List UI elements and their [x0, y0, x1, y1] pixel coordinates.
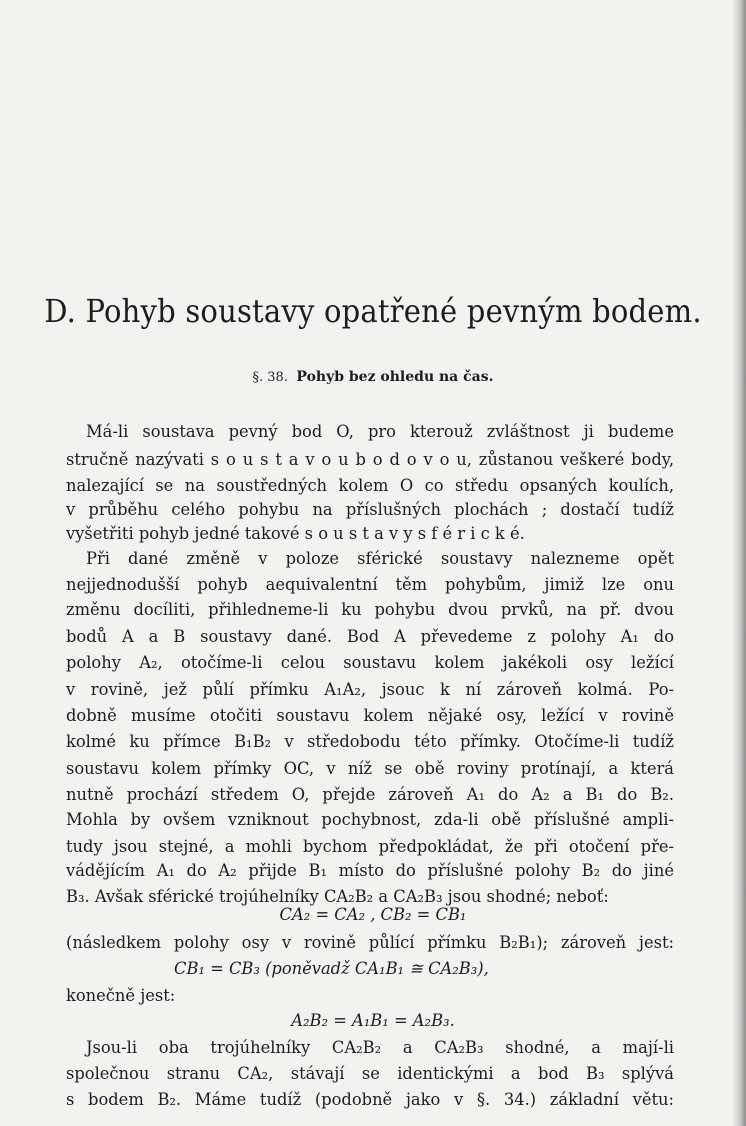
- equation-3: A₂B₂ = A₁B₁ = A₂B₃.: [291, 1011, 455, 1030]
- book-spine-shadow: [732, 0, 746, 1126]
- text-line: kolmé ku přímce B₁B₂ v středobodu této přímky. Otočíme-li tudíž: [66, 732, 674, 751]
- text-line: změnu docíliti, přihledneme-li ku pohybu dvou prvků, na př. dvou: [66, 600, 674, 619]
- text-line: Jsou-li oba trojúhelníky CA₂B₂ a CA₂B₃ shodné, a mají-li: [86, 1038, 674, 1057]
- equation-2: CB₁ = CB₃ (poněvadž CA₁B₁ ≅ CA₂B₃),: [174, 959, 489, 978]
- text-line: v průběhu celého pohybu na příslušných plochách ; dostačí tudíž: [66, 500, 674, 519]
- text-line: nalezající se na soustředných kolem O co středu opsaných koulích,: [66, 476, 674, 495]
- text-line: konečně jest:: [66, 986, 176, 1005]
- equation-1: CA₂ = CA₂ , CB₂ = CB₁: [279, 905, 467, 924]
- text-line: v rovině, jež půlí přímku A₁A₂, jsouc k ní zároveň kolmá. Po-: [66, 680, 674, 699]
- text-line: stručně nazývati s o u s t a v o u b o d o v o u, zůstanou veškeré body,: [66, 450, 674, 469]
- text-line: soustavu kolem přímky OC, v níž se obě roviny protínají, a která: [66, 759, 674, 778]
- text-line: společnou stranu CA₂, stávají se identickými a bod B₃ splývá: [66, 1064, 674, 1083]
- text-line: (následkem polohy osy v rovině půlící přímku B₂B₁); zároveň jest:: [66, 933, 674, 952]
- text-line: nejjednodušší pohyb aequivalentní těm pohybům, jimiž lze onu: [66, 575, 674, 594]
- text-line: nutně prochází středem O, přejde zároveň A₁ do A₂ a B₁ do B₂.: [66, 785, 674, 804]
- text-line: s bodem B₂. Máme tudíž (podobně jako v §. 34.) základní větu:: [66, 1090, 674, 1109]
- text-line: polohy A₂, otočíme-li celou soustavu kolem jakékoli osy ležící: [66, 653, 674, 672]
- text-line: Mohla by ovšem vzniknout pochybnost, zda-li obě příslušné ampli-: [66, 810, 674, 829]
- text-line: Při dané změně v poloze sférické soustavy nalezneme opět: [86, 549, 674, 568]
- text-line: Má-li soustava pevný bod O, pro kterouž zvláštnost ji budeme: [86, 422, 674, 441]
- text-line: vyšetřiti pohyb jedné takové s o u s t a v y s f é r i c k é.: [66, 524, 525, 543]
- chapter-heading: D. Pohyb soustavy opatřené pevným bodem.: [44, 292, 702, 330]
- text-line: B₃. Avšak sférické trojúhelníky CA₂B₂ a CA₂B₃ jsou shodné; neboť:: [66, 887, 609, 906]
- text-line: bodů A a B soustavy dané. Bod A převedeme z polohy A₁ do: [66, 627, 674, 646]
- text-line: vádějícím A₁ do A₂ přijde B₁ místo do příslušné polohy B₂ do jiné: [66, 861, 674, 880]
- section-number: §. 38.: [252, 370, 288, 385]
- text-line: tudy jsou stejné, a mohli bychom předpokládat, že při otočení pře-: [66, 837, 674, 856]
- section-heading: [0, 369, 746, 385]
- section-title: Pohyb bez ohledu na čas.: [296, 369, 494, 385]
- text-line: dobně musíme otočiti soustavu kolem nějaké osy, ležící v rovině: [66, 706, 674, 725]
